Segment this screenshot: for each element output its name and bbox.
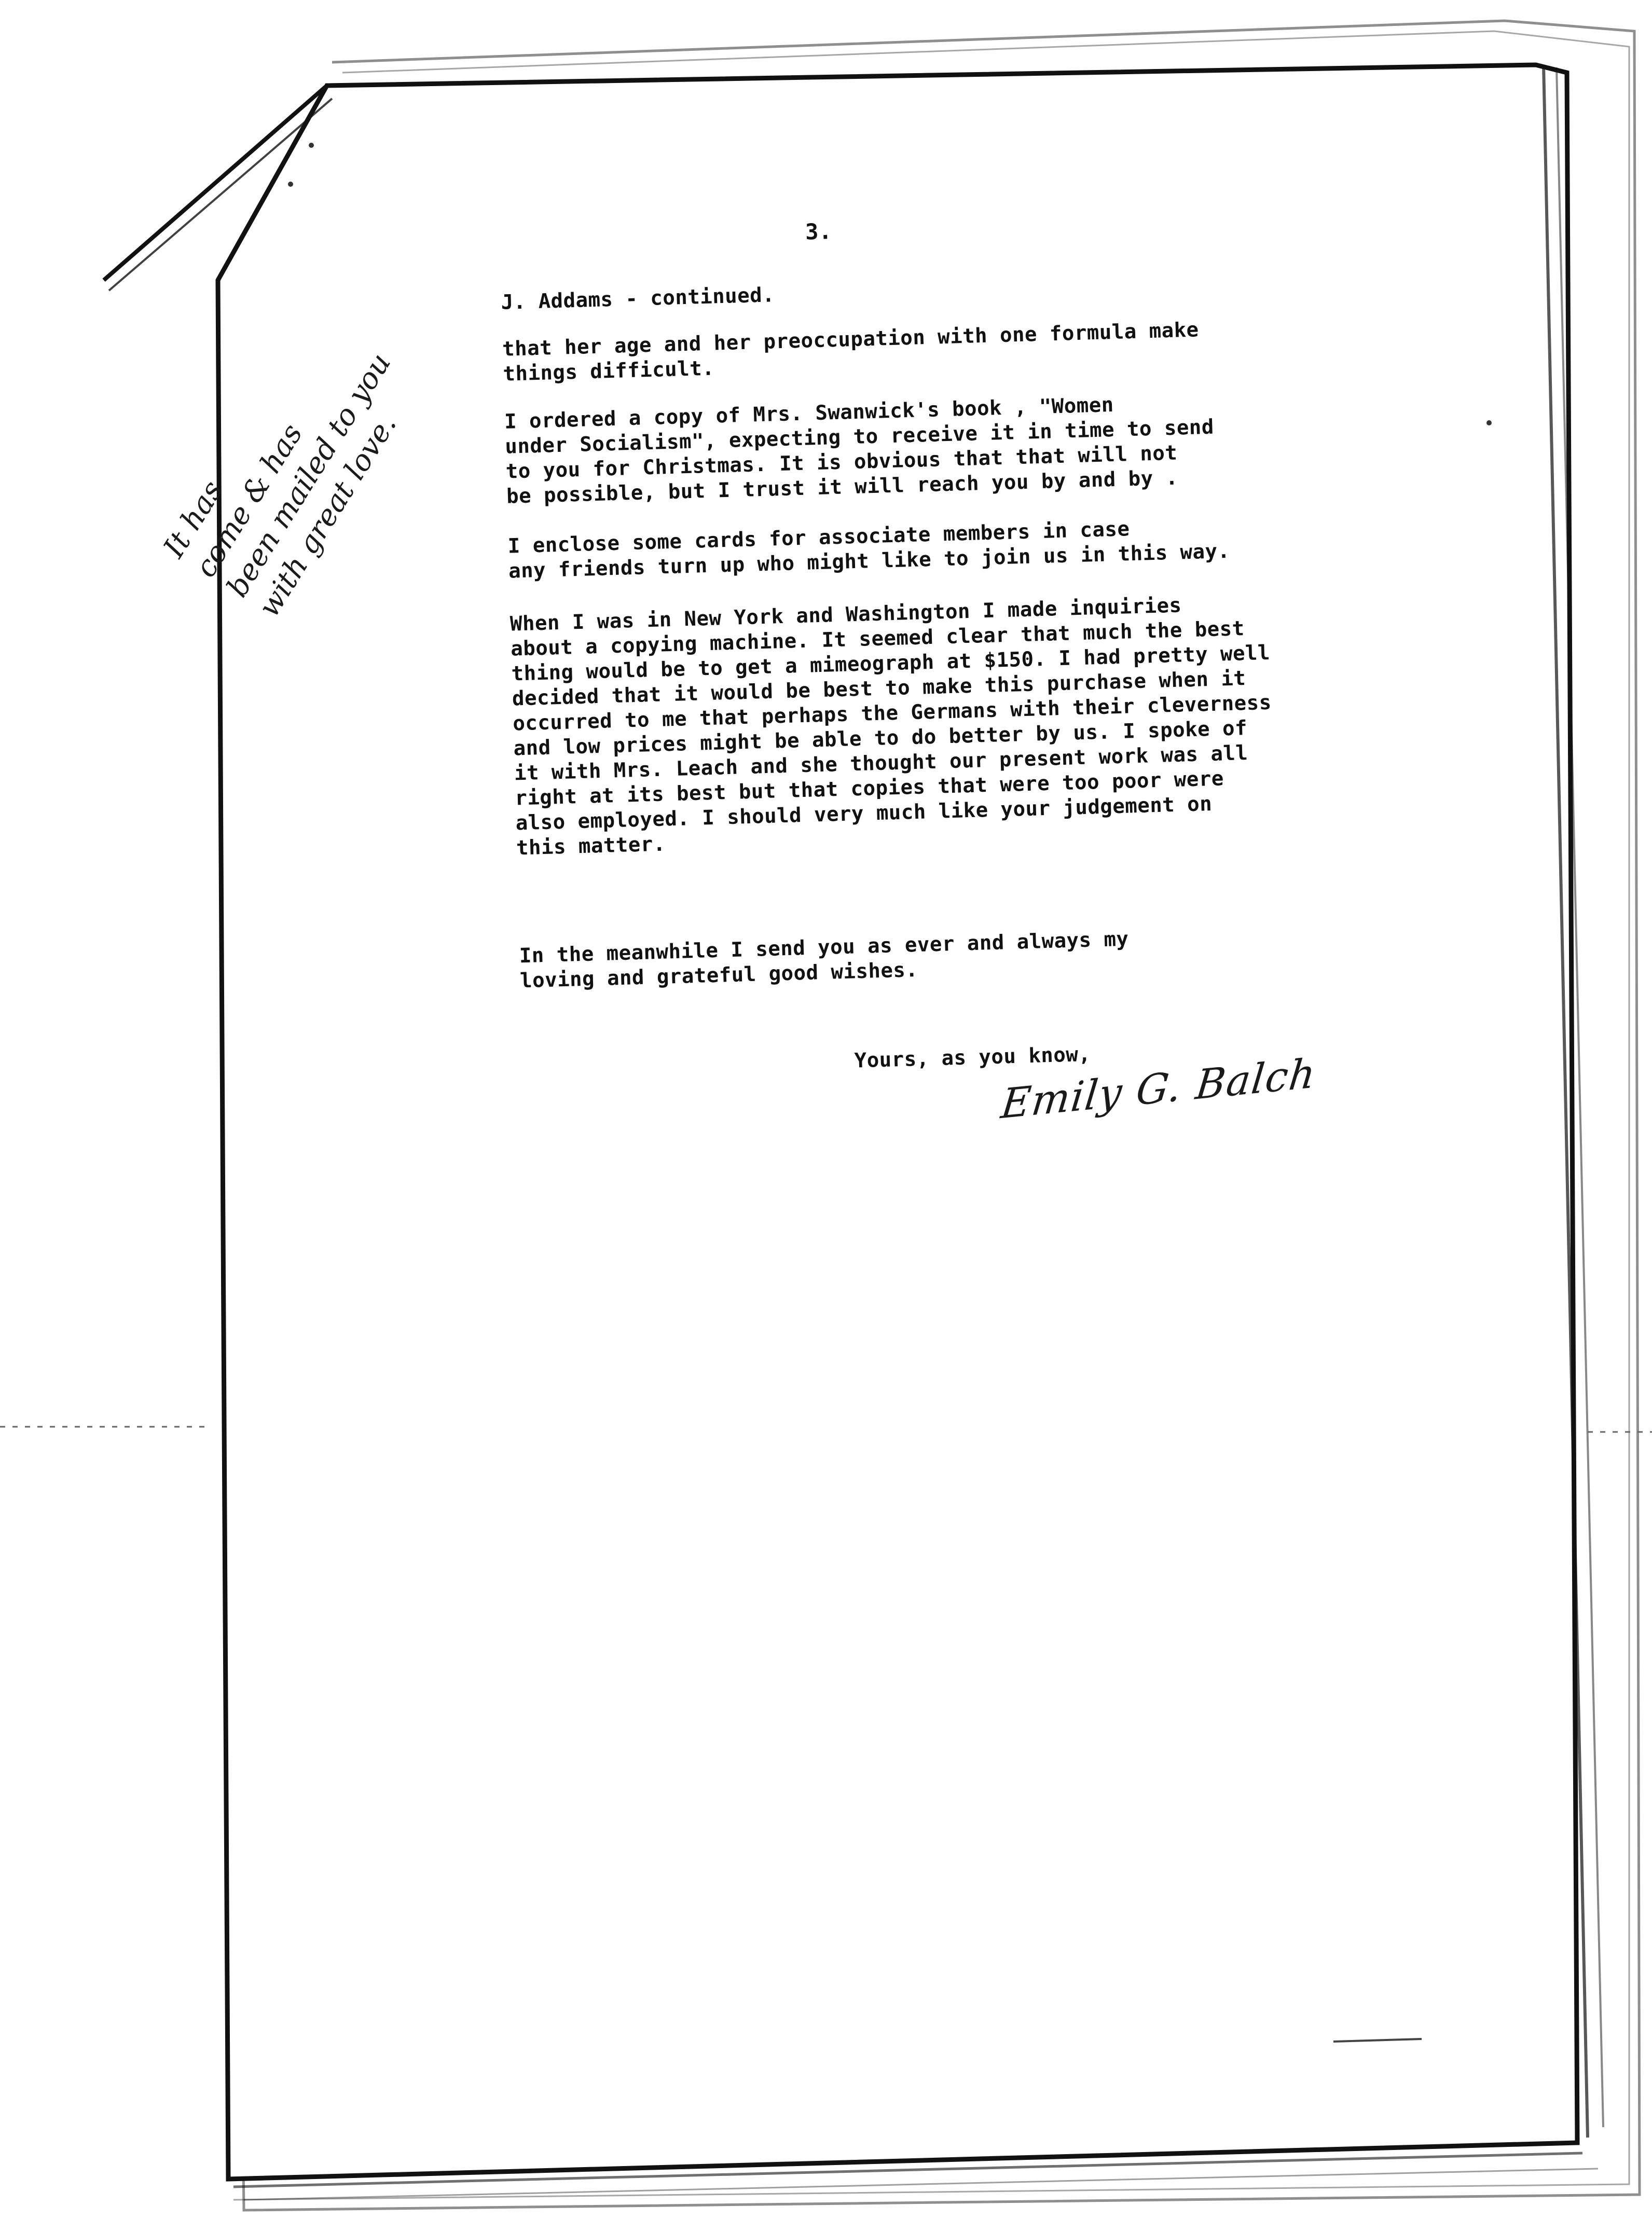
handwritten-signature: Emily G. Balch <box>998 1050 1319 1128</box>
letter-heading: J. Addams - continued. <box>501 283 775 314</box>
handwritten-margin-note: It has come & has been mailed to you with great love. <box>157 347 404 623</box>
paragraph-2: I ordered a copy of Mrs. Swanwick's book , "Women under Socialism", expecting to receive it in time to send to you for Christmas. It is obvious that that will not be possible, but I trust it will reach you by and by . <box>504 393 1215 508</box>
paragraph-1: that her age and her preoccupation with one formula make things difficult. <box>502 318 1200 386</box>
page-number: 3. <box>805 218 833 245</box>
closing-line: Yours, as you know, <box>854 1042 1091 1073</box>
paragraph-4: When I was in New York and Washington I made inquiries about a copying machine. It seemed clear that much the best thing would be to get a mimeograph at $150. I had pretty well decided that it would be best to make this purchase when it occurred to me that perhaps the Germans with their cleverness and low prices might be able to do better by us. I spoke of it with Mrs. Leach and she thought our present work was all right at its best but that copies that were too poor were also employed. I should very much like your judgement on this matter. <box>510 594 1272 860</box>
paragraph-3: I enclose some cards for associate members in case any friends turn up who might like to join us in this way. <box>507 517 1231 583</box>
paragraph-5: In the meanwhile I send you as ever and always my loving and grateful good wishes. <box>519 927 1130 993</box>
